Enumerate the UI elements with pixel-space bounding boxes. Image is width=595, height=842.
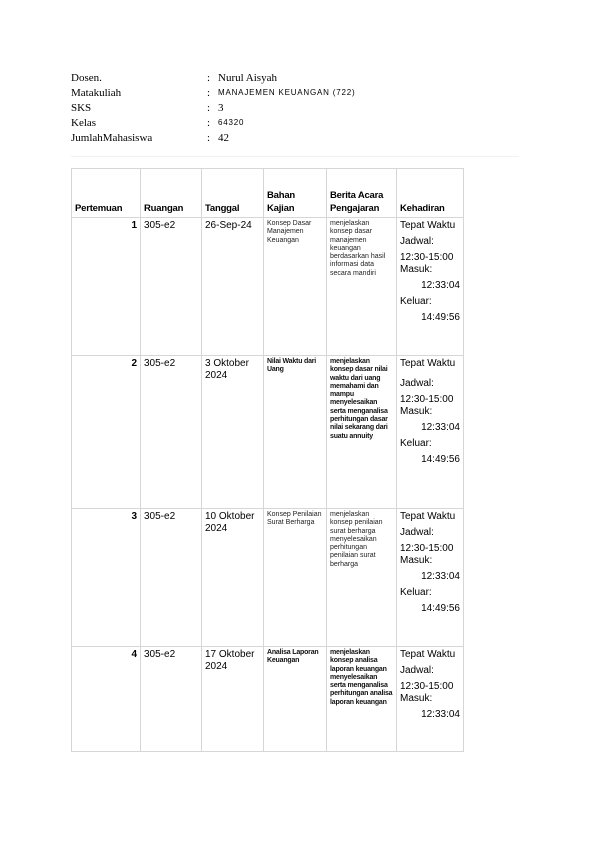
attendance-status: Tepat Waktu (400, 511, 456, 522)
info-colon: : (207, 87, 211, 99)
attendance-table (71, 168, 464, 752)
jadwal-value: 12:30-15:00 (400, 394, 454, 405)
cell-pertemuan: 4 (72, 647, 141, 752)
masuk-label: Masuk: (400, 693, 433, 704)
jadwal-label: Jadwal: (400, 527, 434, 538)
section-divider (71, 156, 519, 157)
cell-tanggal: 3 Oktober 2024 (202, 356, 264, 509)
header-berita-acara: Berita Acara Pengajaran (327, 169, 397, 218)
info-colon: : (207, 102, 211, 114)
table-row (72, 356, 464, 509)
info-value-kelas: 64320 (218, 118, 245, 127)
info-colon: : (207, 117, 211, 129)
info-value-matakuliah: MANAJEMEN KEUANGAN (722) (218, 88, 356, 97)
cell-berita-acara: menjelaskan konsep analisa laporan keuangan menyelesaikan serta menganalisa perhitungan analisa laporan keuangan (327, 647, 397, 752)
info-label: Matakuliah (71, 87, 122, 99)
cell-kehadiran (397, 509, 464, 647)
jadwal-label: Jadwal: (400, 236, 434, 247)
jadwal-value: 12:30-15:00 (400, 681, 454, 692)
keluar-label: Keluar: (400, 296, 432, 307)
cell-pertemuan: 1 (72, 218, 141, 356)
cell-bahan-kajian: Konsep Penilaian Surat Berharga (264, 509, 327, 647)
cell-bahan-kajian: Konsep Dasar Manajemen Keuangan (264, 218, 327, 356)
table-row (72, 509, 464, 647)
keluar-label: Keluar: (400, 587, 432, 598)
cell-berita-acara: menjelaskan konsep penilaian surat berharga menyelesaikan perhitungan penilaian surat berharga (327, 509, 397, 647)
keluar-time: 14:49:56 (421, 454, 460, 465)
info-label: SKS (71, 102, 92, 114)
info-value-dosen: Nurul Aisyah (218, 72, 277, 84)
jadwal-label: Jadwal: (400, 378, 434, 389)
masuk-time: 12:33:04 (421, 422, 460, 433)
cell-kehadiran (397, 356, 464, 509)
masuk-label: Masuk: (400, 555, 433, 566)
cell-tanggal: 17 Oktober 2024 (202, 647, 264, 752)
cell-tanggal: 26-Sep-24 (202, 218, 264, 356)
cell-berita-acara: menjelaskan konsep dasar manajemen keuangan berdasarkan hasil informasi data secara mandiri (327, 218, 397, 356)
masuk-label: Masuk: (400, 264, 433, 275)
keluar-label: Keluar: (400, 438, 432, 449)
header-tanggal: Tanggal (202, 169, 264, 218)
cell-pertemuan: 2 (72, 356, 141, 509)
keluar-time: 14:49:56 (421, 312, 460, 323)
jadwal-value: 12:30-15:00 (400, 252, 454, 263)
info-colon: : (207, 132, 211, 144)
masuk-time: 12:33:04 (421, 709, 460, 720)
cell-kehadiran (397, 647, 464, 752)
table-header-row (72, 169, 464, 218)
cell-pertemuan: 3 (72, 509, 141, 647)
cell-ruangan: 305-e2 (141, 647, 202, 752)
header-bahan-kajian: Bahan Kajian (264, 169, 327, 218)
masuk-time: 12:33:04 (421, 280, 460, 291)
table-row (72, 218, 464, 356)
info-value-sks: 3 (218, 102, 224, 114)
jadwal-value: 12:30-15:00 (400, 543, 454, 554)
cell-berita-acara: menjelaskan konsep dasar nilai waktu dari uang memahami dan mampu menyelesaikan serta menganalisa perhitungan dasar nilai sekarang dari suatu annuity (327, 356, 397, 509)
info-label: JumlahMahasiswa (71, 132, 153, 144)
cell-ruangan: 305-e2 (141, 509, 202, 647)
cell-ruangan: 305-e2 (141, 356, 202, 509)
cell-tanggal: 10 Oktober 2024 (202, 509, 264, 647)
masuk-time: 12:33:04 (421, 571, 460, 582)
header-pertemuan: Pertemuan (72, 169, 141, 218)
info-label: Dosen. (71, 72, 102, 84)
attendance-status: Tepat Waktu (400, 649, 456, 660)
cell-kehadiran (397, 218, 464, 356)
jadwal-label: Jadwal: (400, 665, 434, 676)
cell-ruangan: 305-e2 (141, 218, 202, 356)
keluar-time: 14:49:56 (421, 603, 460, 614)
masuk-label: Masuk: (400, 406, 433, 417)
header-kehadiran: Kehadiran (397, 169, 464, 218)
table-row (72, 647, 464, 752)
info-colon: : (207, 72, 211, 84)
info-label: Kelas (71, 117, 97, 129)
attendance-status: Tepat Waktu (400, 358, 456, 369)
header-ruangan: Ruangan (141, 169, 202, 218)
attendance-status: Tepat Waktu (400, 220, 456, 231)
cell-bahan-kajian: Analisa Laporan Keuangan (264, 647, 327, 752)
cell-bahan-kajian: Nilai Waktu dari Uang (264, 356, 327, 509)
info-value-jumlah: 42 (218, 132, 229, 144)
